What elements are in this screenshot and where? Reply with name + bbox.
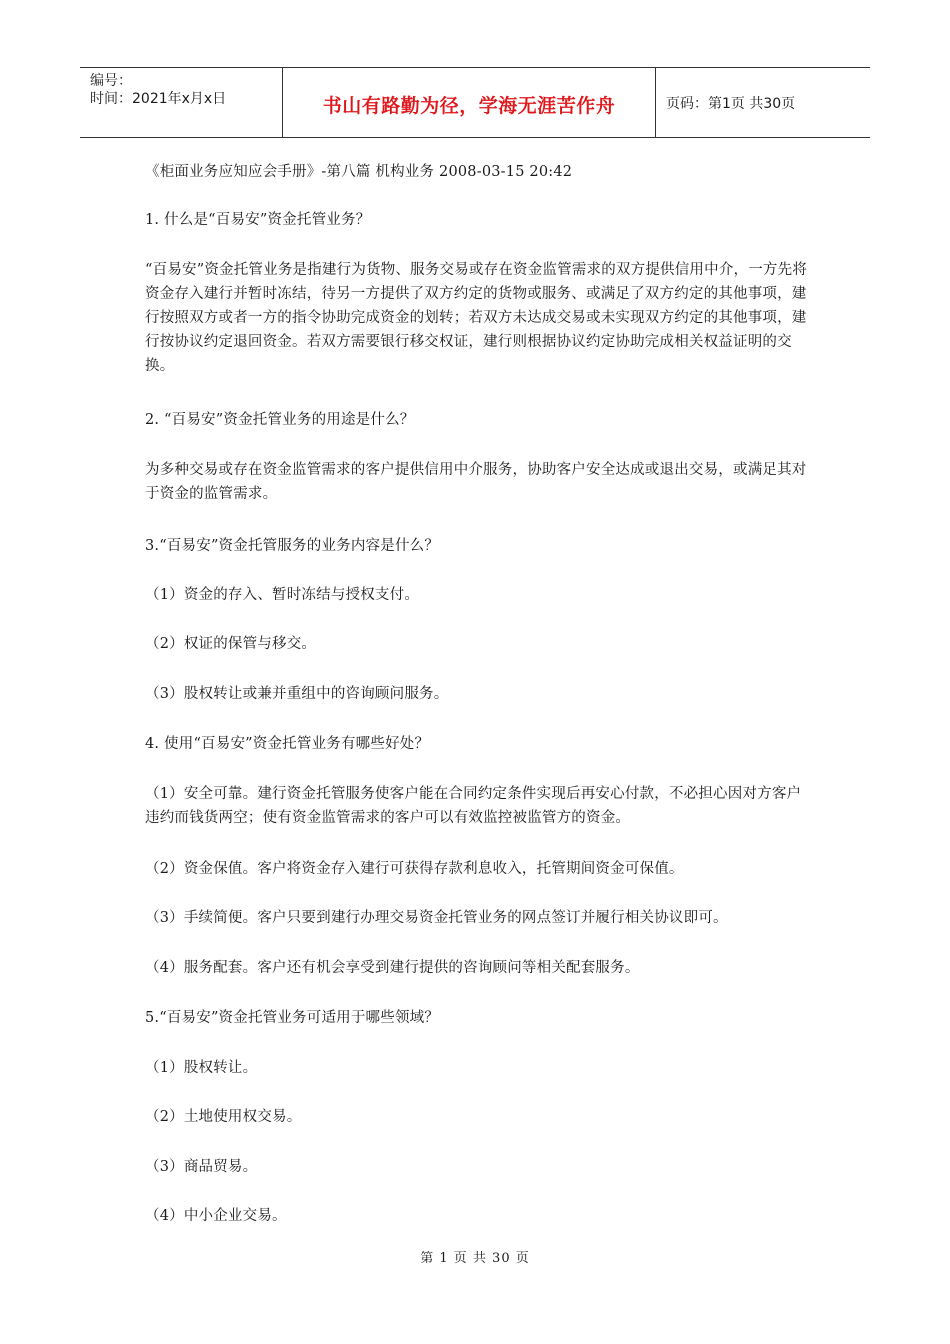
motto-text: 书山有路勤为径，学海无涯苦作舟 (322, 95, 616, 117)
list-item: （2）土地使用权交易。 (145, 1109, 302, 1125)
number-label: 编号： (90, 73, 132, 89)
list-item: （4）中小企业交易。 (145, 1208, 287, 1224)
question-1: 1. 什么是“百易安”资金托管业务？ (145, 212, 371, 228)
list-item: （1）股权转让。 (145, 1060, 258, 1076)
header-page-cell (656, 68, 870, 137)
answer-1: “百易安”资金托管业务是指建行为货物、服务交易或存在资金监管需求的双方提供信用中介，一方先将资金存入建行并暂时冻结，待另一方提供了双方约定的货物或服务、或满足了双方约定的其他事项，建行按照双方或者一方的指令协助完成资金的划转；若双方未达成交易或未实现双方约定的其他事项，建行按协议约定退回资金。若双方需要银行移交权证，建行则根据协议约定协助完成相关权益证明的交换。 (145, 262, 808, 374)
list-item: （3）商品贸易。 (145, 1159, 258, 1175)
header-motto-cell (282, 68, 656, 137)
page-footer: 第 1 页 共 30 页 (420, 1251, 530, 1266)
question-4: 4. 使用“百易安”资金托管业务有哪些好处？ (145, 736, 430, 752)
answer-2: 为多种交易或存在资金监管需求的客户提供信用中介服务，协助客户安全达成或退出交易，或满足其对于资金的监管需求。 (145, 462, 807, 502)
question-2: 2. “百易安”资金托管业务的用途是什么？ (145, 412, 415, 428)
list-item: （1）资金的存入、暂时冻结与授权支付。 (145, 587, 420, 603)
question-5: 5.“百易安”资金托管业务可适用于哪些领域？ (145, 1010, 440, 1026)
list-item: （2）权证的保管与移交。 (145, 636, 317, 652)
list-item: （3）股权转让或兼并重组中的咨询顾问服务。 (145, 686, 449, 702)
document-title-line: 《柜面业务应知应会手册》-第八篇 机构业务 2008-03-15 20:42 (145, 164, 573, 180)
list-item: （3）手续简便。客户只要到建行办理交易资金托管业务的网点签订并履行相关协议即可。 (145, 910, 728, 926)
question-3: 3.“百易安”资金托管服务的业务内容是什么？ (145, 538, 440, 554)
list-item: （4）服务配套。客户还有机会享受到建行提供的咨询顾问等相关配套服务。 (145, 960, 640, 976)
list-item: （2）资金保值。客户将资金存入建行可获得存款利息收入，托管期间资金可保值。 (145, 861, 684, 877)
header-meta-cell (80, 68, 281, 137)
list-item: （1）安全可靠。建行资金托管服务使客户能在合同约定条件实现后再安心付款，不必担心因对方客户违约而钱货两空；使有资金监管需求的客户可以有效监控被监管方的资金。 (145, 786, 802, 826)
page-code: 页码：第1页 共30页 (666, 96, 796, 112)
document-header (80, 67, 870, 138)
time-label: 时间：2021年x月x日 (90, 91, 227, 107)
